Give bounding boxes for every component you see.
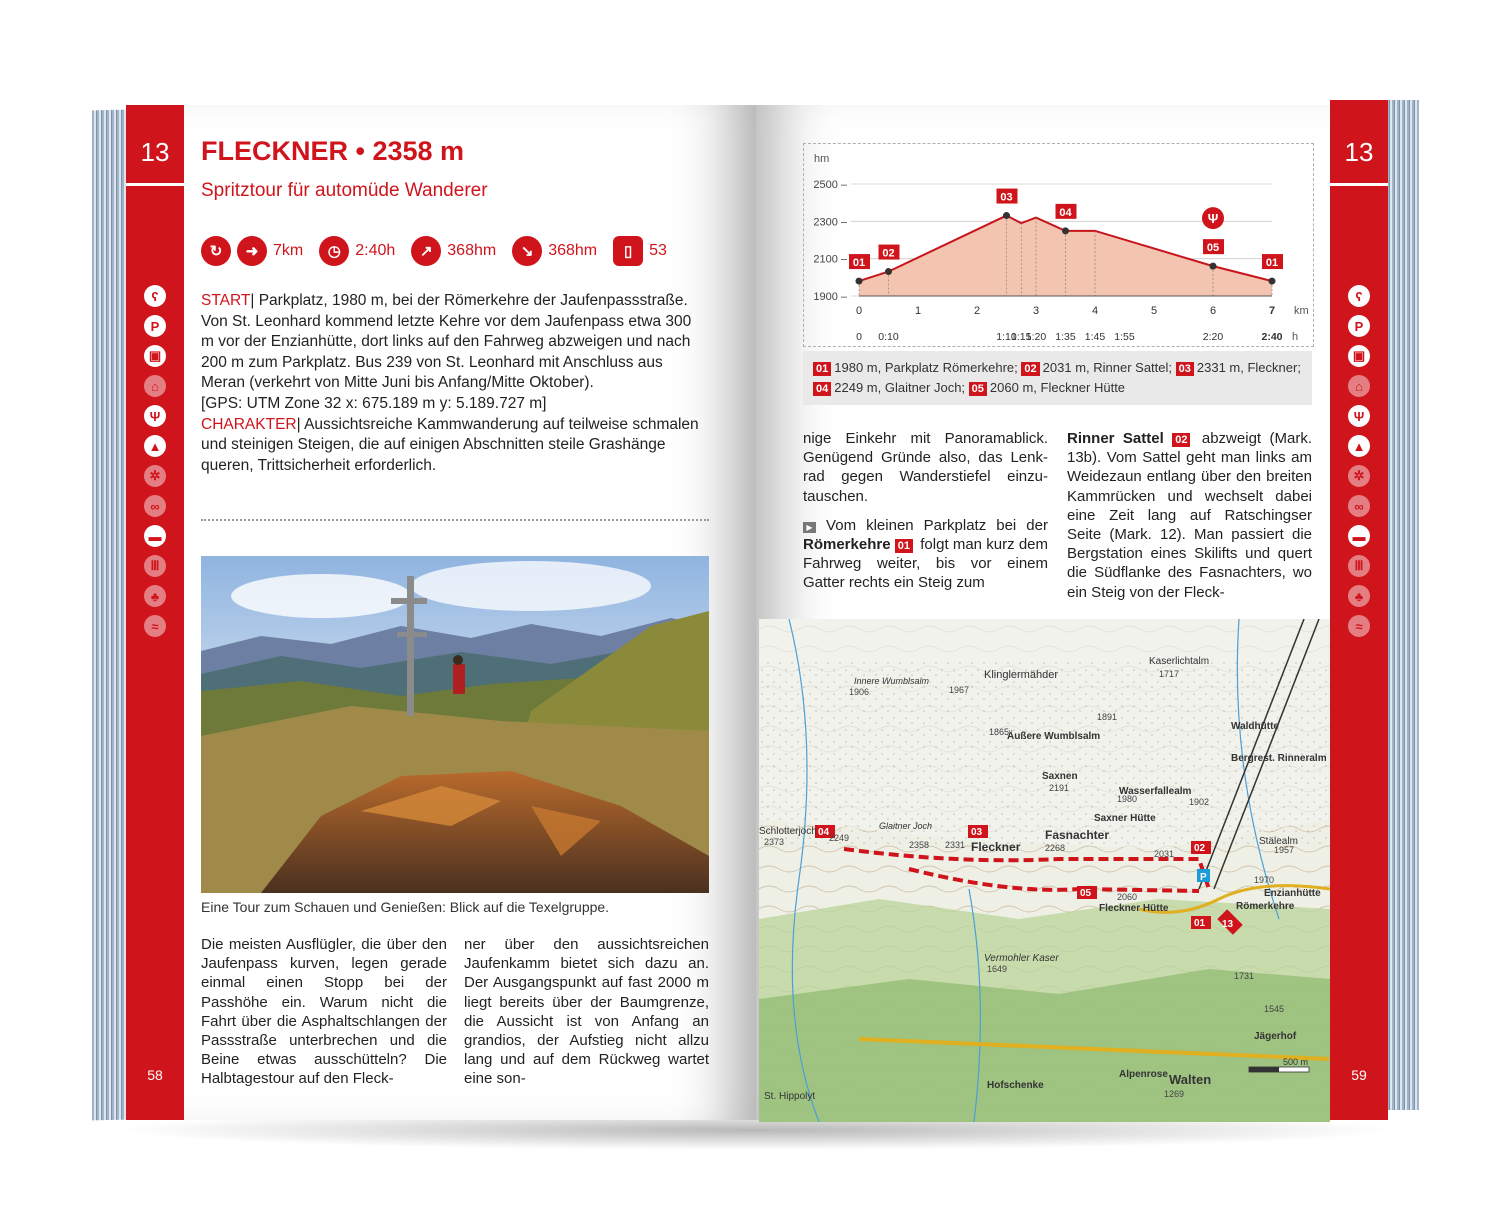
tour-title: FLECKNER • 2358 m xyxy=(201,136,465,166)
svg-text:1967: 1967 xyxy=(949,685,970,695)
paragraph: ▶ Vom kleinen Parkplatz bei der Römerkehre 01 folgt man kurz dem Fahrweg weiter, bis vor einem Gatter rechts ein Steig zum xyxy=(803,516,1048,592)
time-axis-unit: h xyxy=(1292,331,1299,343)
map-label: St. Hippolyt xyxy=(764,1091,816,1102)
map-label: Alpenrose xyxy=(1119,1069,1168,1080)
waypoint-badge: 04 xyxy=(813,382,831,396)
gps-text: [GPS: UTM Zone 32 x: 675.189 m y: 5.189.727 m] xyxy=(201,394,547,412)
map-label: Fleckner Hütte xyxy=(1099,903,1169,914)
ascent-icon: ↗ xyxy=(411,236,441,266)
svg-text:03: 03 xyxy=(971,827,983,838)
svg-text:1269: 1269 xyxy=(1164,1089,1185,1099)
category-icons-right xyxy=(1330,285,1388,637)
svg-text:1902: 1902 xyxy=(1189,797,1210,807)
summit-icon: ▲ xyxy=(1348,435,1370,457)
svg-text:1649: 1649 xyxy=(987,964,1008,974)
tree-icon: ♣ xyxy=(144,585,166,607)
x-tick-label: 7 xyxy=(1268,305,1276,317)
time-tick-label: 1:10 xyxy=(996,331,1017,343)
paragraph: Rinner Sattel 02 abzweigt (Mark. 13b). Vom Sattel geht man links am Weidezaun entlang über den breiten Kammrücken und wechselt dabei eine Zeit lang auf Ratschingser Seite (Mark. 12). Man passiert die Bergstation eines Skilifts und quert die Südflanke des Fasnachters, wo ein Steig von der Fleck- xyxy=(1067,430,1312,601)
bed-icon: ▬ xyxy=(144,525,166,547)
map-label: Bergrest. Rinneralm xyxy=(1231,753,1327,764)
distance-value: 7km xyxy=(273,242,304,259)
waypoint-badge: 03 xyxy=(1176,362,1194,376)
y-axis-label: hm xyxy=(814,153,830,165)
map-label: Glaitner Joch xyxy=(879,821,933,831)
y-tick-label: 2300 – xyxy=(813,216,847,229)
start-text: | Parkplatz, 1980 m, bei der Römerkehre der Jaufenpassstraße. Von St. Leonhard kommend letzte Kehre vor dem Jaufenpass etwa 300 m vor der Enzianhütte, dort links auf den Fahrweg abzweigen und nach 200 m zum Parkplatz. Bus 239 von St. Leonhard mit Anschluss aus Meran (verkehrt von Mitte Juni bis Anfang/Mitte Oktober). xyxy=(201,292,692,392)
map-label: Stälealm xyxy=(1259,836,1298,847)
waypoint-marker xyxy=(856,278,863,285)
time-tick-label: 1:45 xyxy=(1084,331,1106,343)
map-label: Fasnachter xyxy=(1045,828,1110,842)
duration-value: 2:40h xyxy=(355,242,396,259)
descent-icon: ↘ xyxy=(512,236,542,266)
legend-item: 2031 m, Rinner Sattel; xyxy=(1042,360,1173,375)
waypoint-badge: 01 xyxy=(813,362,831,376)
character-text: | Aussichtsreiche Kammwanderung auf teilweise schmalen und steinigen Steigen, die auf einigen Abschnitten steile Grashänge queren, Trittsicherheit erforderlich. xyxy=(201,415,699,474)
svg-text:2191: 2191 xyxy=(1049,783,1070,793)
svg-text:1957: 1957 xyxy=(1274,845,1295,855)
paragraph: nige Einkehr mit Panoramablick. Genügend Gründe also, das Lenkrad gegen Wanderstiefel einzutauschen. xyxy=(803,430,1048,505)
ascent-value: 368hm xyxy=(447,242,497,259)
svg-text:2373: 2373 xyxy=(764,837,785,847)
tour-subtitle: Spritztour für automüde Wanderer xyxy=(201,180,488,201)
x-tick-label: 1 xyxy=(914,305,922,317)
start-section xyxy=(201,291,701,476)
clock-icon: ◷ xyxy=(319,236,349,266)
time-tick-label: 0 xyxy=(856,331,862,343)
start-label: START xyxy=(201,292,251,309)
signpost-icon: ➜ xyxy=(237,236,267,266)
map-label: Wasserfallealm xyxy=(1119,786,1192,797)
snowflake-icon: ✲ xyxy=(1348,465,1370,487)
svg-text:1980: 1980 xyxy=(1117,794,1138,804)
waypoint-label: 01 xyxy=(852,257,866,270)
elevation-profile-chart xyxy=(803,143,1314,347)
legend-item: 1980 m, Parkplatz Römerkehre; xyxy=(834,360,1018,375)
map-label: Waldhütte xyxy=(1231,721,1279,732)
text-column-4 xyxy=(1067,429,1312,602)
waypoint-label: 05 xyxy=(1206,242,1220,255)
parking-icon: P xyxy=(1348,315,1370,337)
restaurant-icon: Ψ xyxy=(144,405,166,427)
tour-number-right: 13 xyxy=(1344,137,1374,167)
svg-text:1717: 1717 xyxy=(1159,669,1180,679)
svg-text:2060: 2060 xyxy=(1117,892,1138,902)
map-label: Römerkehre xyxy=(1236,901,1295,912)
swim-icon: ≈ xyxy=(1348,615,1370,637)
text-column-1 xyxy=(201,935,447,1089)
x-tick-label: 5 xyxy=(1150,305,1158,317)
paragraph: Die meisten Ausflügler, die über den Jaufenpass kurven, legen gerade einmal einen Stopp bei der Passhöhe ein. Warum nicht die Fahrt über die Asphaltschlangen der Passstraße unterbrechen und die Beine etwas ausschütteln? Die Halbtagestour auf den Fleck- xyxy=(201,936,447,1088)
tour-facts xyxy=(201,236,677,266)
map-label: Jägerhof xyxy=(1254,1031,1297,1042)
loop-icon: ↻ xyxy=(201,236,231,266)
waypoint-marker xyxy=(1269,278,1276,285)
category-icons-left xyxy=(126,285,184,637)
svg-text:2331: 2331 xyxy=(945,840,966,850)
y-tick-label: 2100 – xyxy=(813,253,847,266)
map-label: Kaserlichtalm xyxy=(1149,656,1210,667)
svg-text:04: 04 xyxy=(818,827,830,838)
time-tick-label: 1:35 xyxy=(1055,331,1076,343)
waypoint-legend xyxy=(803,351,1312,405)
restaurant-icon: Ψ xyxy=(1207,211,1219,227)
museum-icon: Ⅲ xyxy=(144,555,166,577)
bear-icon: ʕ xyxy=(1348,285,1370,307)
page-edges-left xyxy=(92,110,128,1121)
page-edges-right xyxy=(1385,100,1419,1110)
text-column-3 xyxy=(803,429,1048,593)
cable-car-icon: ⌂ xyxy=(144,375,166,397)
waypoint-label: 04 xyxy=(1059,206,1072,219)
topographic-map xyxy=(759,619,1330,1122)
map-label: Klinglermähder xyxy=(984,669,1058,681)
play-icon: ▶ xyxy=(803,522,816,533)
y-tick-label: 2500 – xyxy=(813,179,847,191)
map-label: Hofschenke xyxy=(987,1080,1044,1091)
waypoint-badge: 05 xyxy=(969,382,987,396)
restaurant-icon: Ψ xyxy=(1348,405,1370,427)
bed-icon: ▬ xyxy=(1348,525,1370,547)
waypoint-label: 01 xyxy=(1265,257,1279,270)
photo-caption: Eine Tour zum Schauen und Genießen: Blick auf die Texelgruppe. xyxy=(201,899,610,915)
time-tick-label: 1:55 xyxy=(1114,331,1135,343)
legend-item: 2331 m, Fleckner; xyxy=(1196,360,1301,375)
waypoint-badge: 02 xyxy=(1021,362,1039,376)
time-tick-label: 1:15 xyxy=(1011,331,1032,343)
divider xyxy=(201,519,709,521)
waypoint-marker xyxy=(1210,263,1217,270)
paragraph: ner über den aussichtsreichen Jaufenkamm bietet sich dazu an. Der Ausgangspunkt auf fast 2000 m liegt bereits über der Baumgrenze, die Aussicht ist von Anfang an grandios, der Aufstieg nicht allzu lang und auf dem Rückweg wartet eine son- xyxy=(464,936,709,1088)
bike-icon: ∞ xyxy=(144,495,166,517)
museum-icon: Ⅲ xyxy=(1348,555,1370,577)
map-label: Walten xyxy=(1169,1072,1212,1087)
tour-number-left: 13 xyxy=(140,137,170,167)
time-tick-label: 2:20 xyxy=(1202,331,1224,343)
time-tick-label: 1:20 xyxy=(1025,331,1047,343)
map-label: Saxner Hütte xyxy=(1094,813,1156,824)
bus-icon: ▣ xyxy=(144,345,166,367)
map-label: Saxnen xyxy=(1042,771,1078,782)
divider xyxy=(126,183,184,186)
waypoint-marker xyxy=(1062,227,1069,234)
time-tick-label: 0:10 xyxy=(878,331,899,343)
svg-text:2031: 2031 xyxy=(1154,849,1175,859)
page-number-left: 58 xyxy=(147,1067,163,1083)
x-tick-label: 0 xyxy=(855,305,863,317)
y-tick-label: 1900 – xyxy=(813,291,847,303)
map-number-value: 53 xyxy=(649,242,667,259)
map-label: Schlotterjoch xyxy=(759,826,817,837)
parking-icon: P xyxy=(144,315,166,337)
map-label: Innere Wumblsalm xyxy=(854,676,930,686)
x-tick-label: 6 xyxy=(1209,305,1217,317)
x-tick-label: 4 xyxy=(1091,305,1099,317)
legend-item: 2249 m, Glaitner Joch; xyxy=(834,380,966,395)
svg-text:05: 05 xyxy=(1080,888,1092,899)
map-label: Enzianhütte xyxy=(1264,888,1321,899)
map-pages-icon: ▯ xyxy=(613,236,643,266)
x-tick-label: 2 xyxy=(973,305,981,317)
bus-icon: ▣ xyxy=(1348,345,1370,367)
snowflake-icon: ✲ xyxy=(144,465,166,487)
swim-icon: ≈ xyxy=(144,615,166,637)
svg-text:2249: 2249 xyxy=(829,833,850,843)
page-number-right: 59 xyxy=(1351,1067,1367,1083)
cable-car-icon: ⌂ xyxy=(1348,375,1370,397)
svg-text:1891: 1891 xyxy=(1097,712,1118,722)
svg-text:1545: 1545 xyxy=(1264,1004,1285,1014)
svg-text:02: 02 xyxy=(1194,843,1206,854)
waypoint-label: 02 xyxy=(882,247,895,260)
svg-text:2358: 2358 xyxy=(909,840,930,850)
legend-item: 2060 m, Fleckner Hütte xyxy=(989,380,1126,395)
tree-icon: ♣ xyxy=(1348,585,1370,607)
landscape-photo xyxy=(201,556,709,893)
svg-text:2268: 2268 xyxy=(1045,843,1066,853)
waypoint-marker xyxy=(1003,212,1010,219)
svg-text:1865: 1865 xyxy=(989,727,1010,737)
time-tick-label: 2:40 xyxy=(1261,331,1283,343)
route-number: 13 xyxy=(1222,919,1234,930)
x-axis-unit: km xyxy=(1294,305,1309,317)
map-label: Fleckner xyxy=(971,840,1021,854)
summit-icon: ▲ xyxy=(144,435,166,457)
character-label: CHARAKTER xyxy=(201,415,297,433)
map-scale: 500 m xyxy=(1283,1057,1309,1067)
divider xyxy=(1330,183,1388,186)
svg-text:1906: 1906 xyxy=(849,687,870,697)
svg-text:P: P xyxy=(1200,872,1207,883)
bear-icon: ʕ xyxy=(144,285,166,307)
svg-text:1970: 1970 xyxy=(1254,875,1275,885)
waypoint-marker xyxy=(885,268,892,275)
svg-text:01: 01 xyxy=(1194,918,1206,929)
bike-icon: ∞ xyxy=(1348,495,1370,517)
svg-text:1731: 1731 xyxy=(1234,971,1255,981)
waypoint-label: 03 xyxy=(1000,191,1013,204)
text-column-2 xyxy=(464,935,709,1089)
x-tick-label: 3 xyxy=(1032,305,1040,317)
map-label: Vermohler Kaser xyxy=(984,953,1059,964)
map-label: Äußere Wumblsalm xyxy=(1007,731,1101,742)
descent-value: 368hm xyxy=(548,242,598,259)
